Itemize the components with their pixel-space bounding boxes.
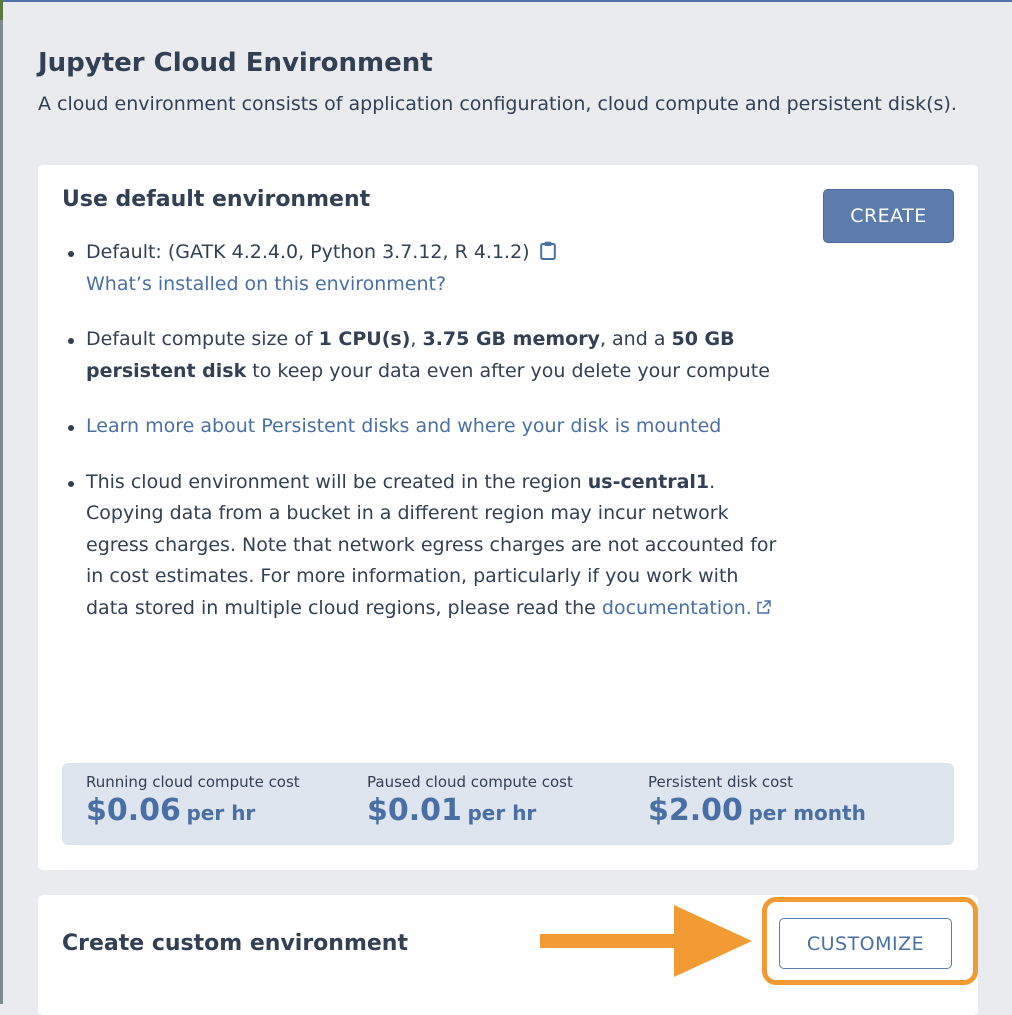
left-edge-accent: [0, 0, 3, 20]
whats-installed-link[interactable]: What’s installed on this environment?: [86, 272, 447, 295]
persistent-disk-cost-value: [648, 793, 866, 828]
default-environment-details: [62, 237, 782, 624]
paused-compute-cost-label: Paused cloud compute cost: [367, 773, 573, 791]
persistent-disk-cost-unit: per month: [748, 801, 866, 825]
default-config-text: Default: (GATK 4.2.4.0, Python 3.7.12, R 4.1.2): [86, 241, 530, 263]
arrow-right-icon: [540, 905, 752, 977]
region-item: [62, 467, 782, 625]
custom-environment-title: Create custom environment: [62, 931, 408, 956]
paused-compute-cost-unit: per hr: [467, 801, 537, 825]
top-border: [0, 0, 1012, 2]
compute-sep-2: , and a: [599, 328, 672, 350]
persistent-disk-cost-label: Persistent disk cost: [648, 773, 794, 791]
paused-compute-cost-amount: $0.01: [367, 793, 462, 828]
learn-more-persistent-disks-link[interactable]: Learn more about Persistent disks and where your disk is mounted: [86, 415, 722, 437]
compute-sep-1: ,: [410, 328, 423, 350]
cpu-value: 1 CPU(s): [318, 328, 411, 350]
default-config-item: [62, 237, 782, 300]
page-title: Jupyter Cloud Environment: [38, 48, 433, 78]
clipboard-icon[interactable]: [540, 239, 556, 258]
disk-value: 50 GB persistent disk: [86, 328, 735, 382]
running-compute-cost-amount: $0.06: [86, 793, 181, 828]
compute-text-post: to keep your data even after you delete your compute: [246, 359, 770, 382]
customize-button[interactable]: CUSTOMIZE: [779, 918, 952, 969]
compute-text-pre: Default compute size of: [86, 328, 319, 350]
running-compute-cost-unit: per hr: [186, 801, 256, 825]
persistent-disk-cost-amount: $2.00: [648, 793, 743, 828]
running-compute-cost-label: Running cloud compute cost: [86, 773, 300, 791]
compute-size-item: [62, 324, 782, 387]
memory-value: 3.75 GB memory: [422, 328, 600, 350]
default-environment-card: [38, 165, 978, 870]
create-button[interactable]: CREATE: [823, 189, 954, 243]
region-text-post: . Copying data from a bucket in a different region may incur network egress charges. Note that network egress charges are not accounted for in cost estimates. For more information, particularly if you work with data stored in multiple cloud regions, please read the: [86, 470, 777, 619]
running-compute-cost: [86, 773, 300, 828]
learn-more-item: [62, 411, 782, 443]
documentation-link-label: documentation.: [601, 596, 752, 619]
left-edge: [0, 0, 3, 1004]
documentation-link[interactable]: [602, 597, 771, 619]
paused-compute-cost: [367, 773, 573, 828]
persistent-disk-cost: [648, 773, 866, 828]
running-compute-cost-value: [86, 793, 300, 828]
customize-highlight: [762, 897, 978, 985]
external-link-icon: [756, 594, 771, 609]
paused-compute-cost-value: [367, 793, 573, 828]
default-environment-title: Use default environment: [62, 187, 371, 212]
page-subtitle: A cloud environment consists of application configuration, cloud compute and persistent disk(s).: [38, 93, 957, 115]
region-name: us-central1: [587, 470, 710, 493]
region-text-pre: This cloud environment will be created in the region: [86, 470, 588, 493]
cost-summary: [62, 763, 954, 845]
